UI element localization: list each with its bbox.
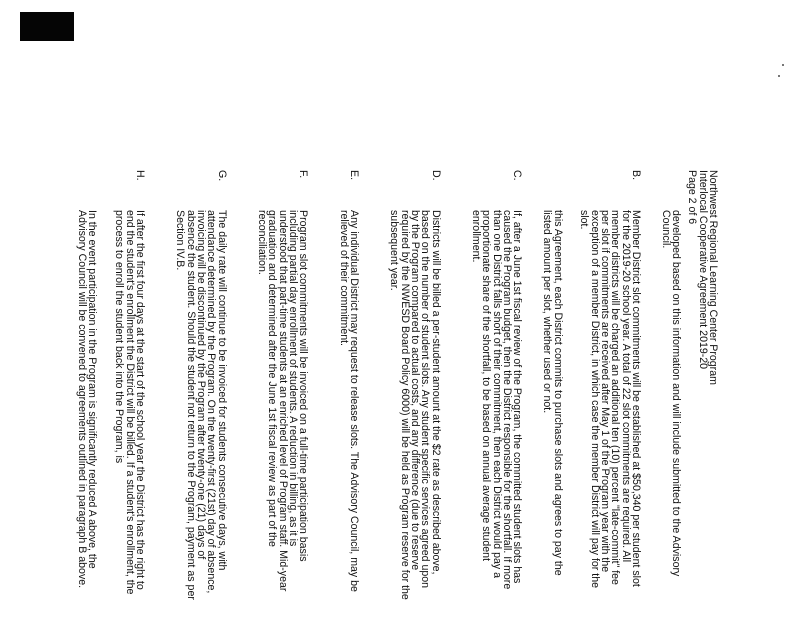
section-letter: D. <box>429 170 442 181</box>
section-text: Districts will be billed a per-student amount at the $2 rate as described above, based on the number of student slots. Any student specific services agreed upon by the Program compared to actual costs, and any difference (due to reserve required by the NWESD Board Policy 6000) will be held as Program reserve for the subsequent year. <box>388 210 442 600</box>
section-text: The daily rate will continue to be invoiced for students consecutive days, with attendance determined by the Program. On the twenty-first (21st) day of absence, invoicing will be discontinued by the Program after twenty-one (21) days of absence the student. Should the student not return to the Program, payment as per Section IV.B. <box>174 210 228 600</box>
section-text: Any individual District may request to release slots. The Advisory Council, may be relieved of their commitment. <box>337 210 361 592</box>
header-page-number: Page 2 of 6 <box>686 170 699 225</box>
section-text: Program slot commitments will be invoiced on a full-time participation basis including partial day enrollment of students. A reduction in billing, as it is understood that part-time students at an enriched level of Program staff. Mid-year graduation and determined after the June 1st fiscal review as part of the reconciliation. <box>256 210 310 592</box>
document-body <box>77 170 718 600</box>
section-letter: G. <box>215 170 228 182</box>
section-letter: B. <box>629 170 642 181</box>
section-h-continued: In the event participation in the Program is significantly reduced A above, the Advisory Council will be convened to agreements outlined in paragraph B above. <box>76 210 99 589</box>
section-f <box>257 170 308 600</box>
section-b <box>579 170 641 600</box>
header-title: Northwest Regional Learning Center Program <box>707 170 719 385</box>
section-b-continued: this Agreement, each District commits to purchase slots and agrees to pay the listed amount per slot, whether used or not. <box>541 210 564 576</box>
section-text: If after the first four days at the start of the school year the District has the right to end the student's enrollment the District will be billed. If a student's enrollment, the process to enroll the student back into the Program, is <box>113 210 146 595</box>
section-letter: C. <box>511 170 524 181</box>
section-e <box>338 170 359 600</box>
section-h <box>114 170 145 600</box>
intro-paragraph: developed based on this information and will include submitted to the Advisory Council. <box>659 210 683 577</box>
section-letter: F. <box>297 170 310 179</box>
header-subtitle: Interlocal Cooperative Agreement 2019-20 <box>696 170 709 370</box>
section-g <box>175 170 226 600</box>
section-d <box>389 170 440 600</box>
section-c <box>471 170 522 600</box>
section-letter: E. <box>348 170 361 181</box>
section-text: If, after a June 1st fiscal review of the Program, the committed student slots has caused the Program budget, then the District responsible for the shortfall. If more than one District falls short of their commitment, then each District would pay a proportionate share of the shortfall, to be based on annual average student enrollment. <box>470 210 524 590</box>
section-text: Member District slot commitments will be established at $50,340 per student slot for the 2019-20 school year. A total of 22 slot commitments are required. All member districts will be charged an additional ten (10) percent "late-commit" fee per slot if commitments are received after May 1 of the Program year with the exception of a member District, in which case the member District will pay for the slot. <box>578 210 642 588</box>
section-letter: H. <box>133 170 146 181</box>
